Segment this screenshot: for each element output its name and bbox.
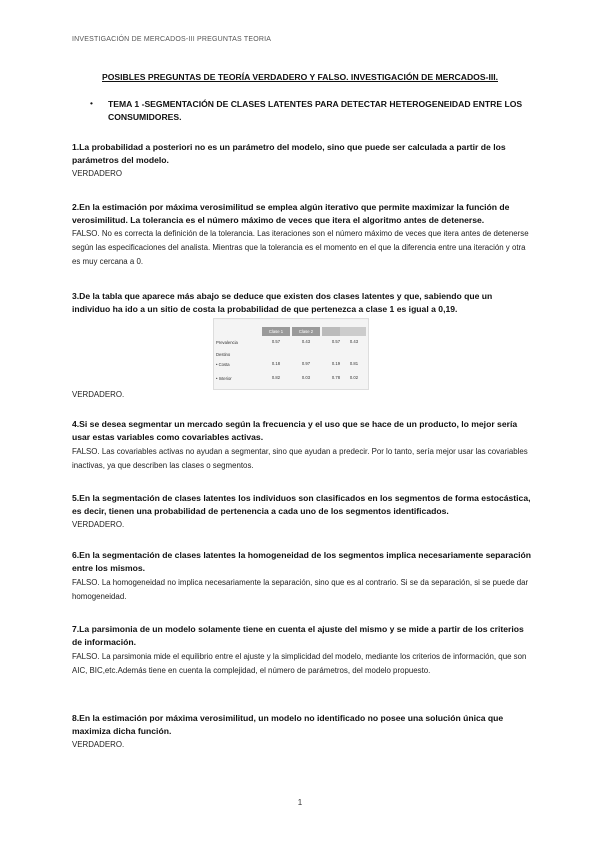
table-col-header [340, 327, 366, 336]
table-cell: 0.57 [331, 339, 341, 344]
table-row-label: Prevalencia [216, 340, 238, 345]
table-cell: 0.81 [349, 361, 359, 366]
question-3: 3.De la tabla que aparece más abajo se deduce que existen dos clases latentes y que, sabiendo que un individuo ha ido a un sitio de costa la probabilidad de que pertenezca a clase 1 es igual a 0,19. [72, 291, 493, 314]
question-6: 6.En la segmentación de clases latentes la homogeneidad de los segmentos implica necesariamente separación entre los mismos. [72, 550, 531, 573]
question-5: 5.En la segmentación de clases latentes los individuos son clasificados en los segmentos de forma estocástica, es decir, tienen una probabilidad de pertenencia a cada uno de los segmentos identificados. [72, 493, 531, 516]
table-cell: 0.82 [271, 375, 281, 380]
answer-5: VERDADERO. [72, 520, 125, 529]
table-row-label: Destino [216, 352, 231, 357]
question-7: 7.La parsimonia de un modelo solamente tiene en cuenta el ajuste del mismo y se mide a partir de los criterios de información. [72, 624, 524, 647]
answer-6: FALSO. La homogeneidad no implica necesariamente la separación, sino que es al contrario. Si se da separación, si se puede dar homogeneidad. [72, 578, 529, 601]
table-cell: 0.43 [301, 339, 311, 344]
page-number: 1 [297, 798, 303, 807]
answer-7: FALSO. La parsimonia mide el equilibrio entre el ajuste y la simplicidad del modelo, mediante los criterios de información, que son AIC, BIC,etc.Además tiene en cuenta la complejidad, el número de parámetros, del modelo propuesto. [72, 652, 527, 675]
page-header: INVESTIGACIÓN DE MERCADOS-III PREGUNTAS TEORIA [72, 36, 272, 43]
answer-1: VERDADERO [72, 169, 122, 178]
latent-class-table [213, 318, 369, 390]
table-row-label: • Costa [216, 362, 230, 367]
table-col-header: Clase 2 [292, 327, 320, 336]
answer-4: FALSO. Las covariables activas no ayudan a segmentar, sino que ayudan a predecir. Por lo tanto, sería mejor usar las covariables inactivas, ya que describen las clases o segmentos. [72, 447, 528, 470]
question-4: 4.Si se desea segmentar un mercado según la frecuencia y el uso que se hace de un producto, lo mejor sería usar estas variables como covariables activas. [72, 419, 518, 442]
table-cell: 0.18 [271, 361, 281, 366]
table-col-header: Clase 1 [262, 327, 290, 336]
question-1: 1.La probabilidad a posteriori no es un parámetro del modelo, sino que puede ser calculada a partir de los parámetros del modelo. [72, 142, 506, 165]
table-cell: 0.02 [349, 375, 359, 380]
answer-2: FALSO. No es correcta la definición de la tolerancia. Las iteraciones son el número máximo de veces que itera antes de detenerse según las especificaciones del analista. Mientras que la tolerancia es el momento en el que la diferencia entre una iteración y otra es muy cercana a 0. [72, 229, 529, 266]
question-8: 8.En la estimación por máxima verosimilitud, un modelo no identificado no posee una solución única que maximiza dicha función. [72, 713, 504, 736]
answer-3: VERDADERO. [72, 390, 125, 399]
answer-8: VERDADERO. [72, 740, 125, 749]
table-cell: 0.78 [331, 375, 341, 380]
table-cell: 0.03 [301, 375, 311, 380]
table-cell: 0.57 [271, 339, 281, 344]
bullet-dot: • [90, 98, 93, 108]
table-row-label: • Interior [216, 376, 232, 381]
section-heading: TEMA 1 -SEGMENTACIÓN DE CLASES LATENTES PARA DETECTAR HETEROGENEIDAD ENTRE LOS CONSUMIDORES. [108, 99, 523, 122]
table-cell: 0.97 [301, 361, 311, 366]
table-cell: 0.43 [349, 339, 359, 344]
document-title: POSIBLES PREGUNTAS DE TEORÍA VERDADERO Y FALSO. INVESTIGACIÓN DE MERCADOS-III. [102, 72, 498, 82]
table-cell: 0.19 [331, 361, 341, 366]
question-2: 2.En la estimación por máxima verosimilitud se emplea algún iterativo que permite maximizar la función de verosimilitud. La tolerancia es el número máximo de veces que itera el algoritmo antes de detenerse. [72, 202, 510, 225]
